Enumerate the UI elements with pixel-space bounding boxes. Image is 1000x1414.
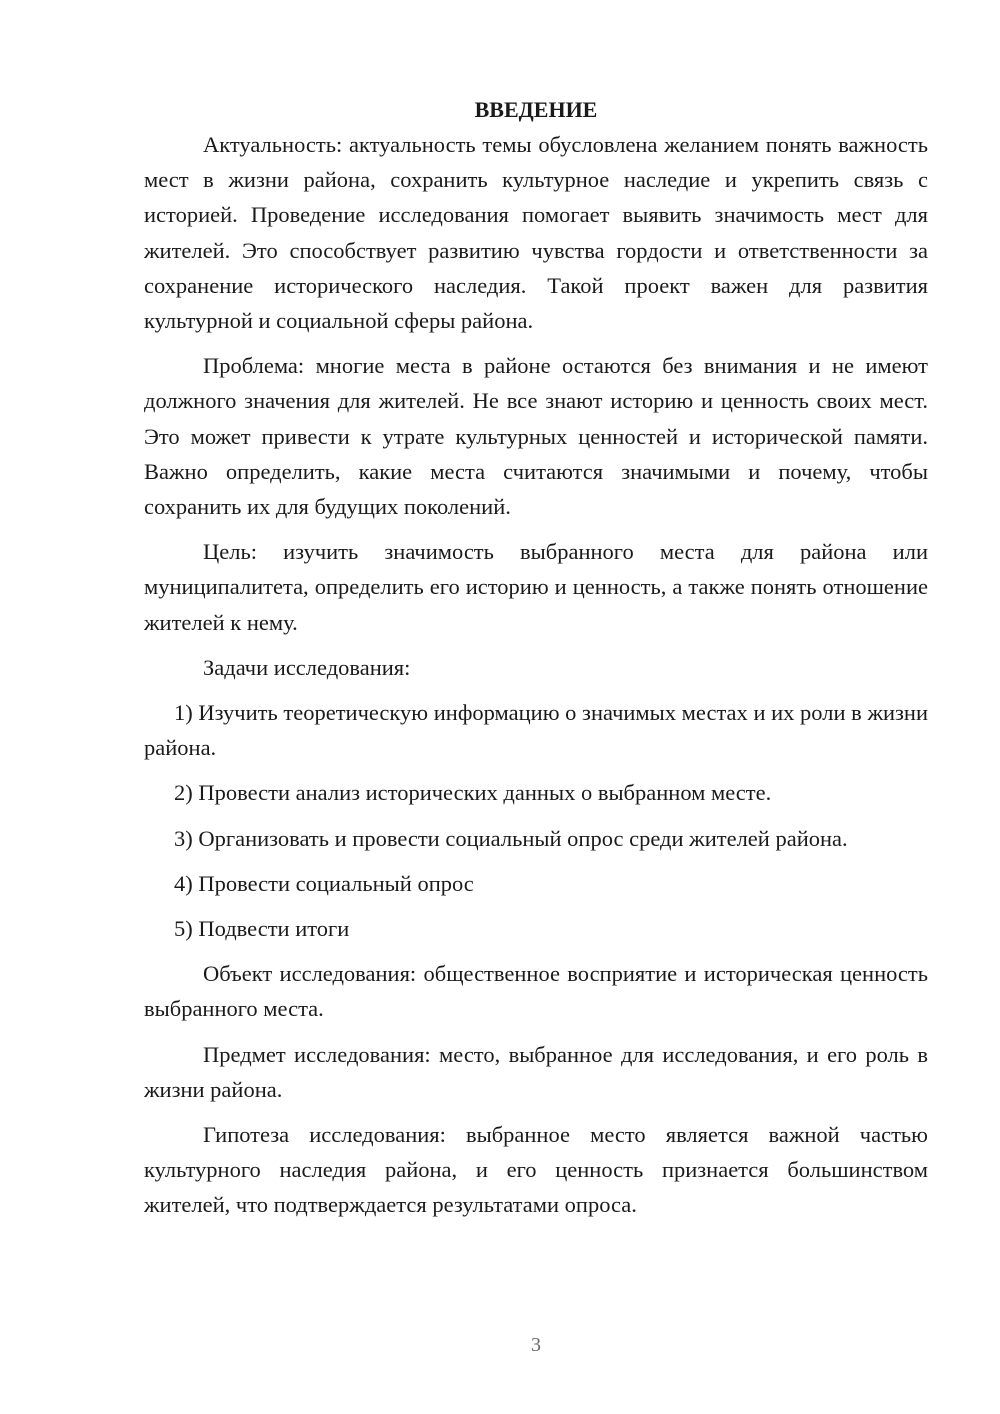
- task-item: 4) Провести социальный опрос: [174, 870, 474, 896]
- goal-paragraph: Цель: изучить значимость выбранного места для района или муниципалитета, определить его историю и ценность, а также понять отношение жителей к нему.: [144, 539, 928, 635]
- task-item: 2) Провести анализ исторических данных о выбранном месте.: [174, 780, 772, 806]
- page-number: 3: [531, 1334, 541, 1356]
- relevance-paragraph: Актуальность: актуальность темы обусловлена желанием понять важность мест в жизни района, сохранить культурное наследие и укрепить связь с историей. Проведение исследования помогает выявить значимость мест для жителей. Это способствует развитию чувства гордости и ответственности за сохранение исторического наследия. Такой проект важен для развития культурной и социальной сферы района.: [144, 132, 928, 334]
- task-item: 5) Подвести итоги: [174, 916, 350, 942]
- object-paragraph: Объект исследования: общественное восприятие и историческая ценность выбранного места.: [144, 961, 928, 1022]
- document-page: [144, 92, 928, 1223]
- subject-paragraph: Предмет исследования: место, выбранное для исследования, и его роль в жизни района.: [144, 1041, 928, 1102]
- task-item: 3) Организовать и провести социальный опрос среди жителей района.: [174, 825, 848, 851]
- hypothesis-paragraph: Гипотеза исследования: выбранное место является важной частью культурного наследия района, и его ценность признается большинством жителей, что подтверждается результатами опроса.: [144, 1122, 928, 1218]
- task-item: 1) Изучить теоретическую информацию о значимых местах и их роли в жизни района.: [144, 700, 928, 761]
- tasks-heading: Задачи исследования:: [203, 654, 411, 680]
- problem-paragraph: Проблема: многие места в районе остаются без внимания и не имеют должного значения для жителей. Не все знают историю и ценность своих мест. Это может привести к утрате культурных ценностей и исторической памяти. Важно определить, какие места считаются значимыми и почему, чтобы сохранить их для будущих поколений.: [144, 353, 928, 520]
- section-title: ВВЕДЕНИЕ: [474, 97, 598, 122]
